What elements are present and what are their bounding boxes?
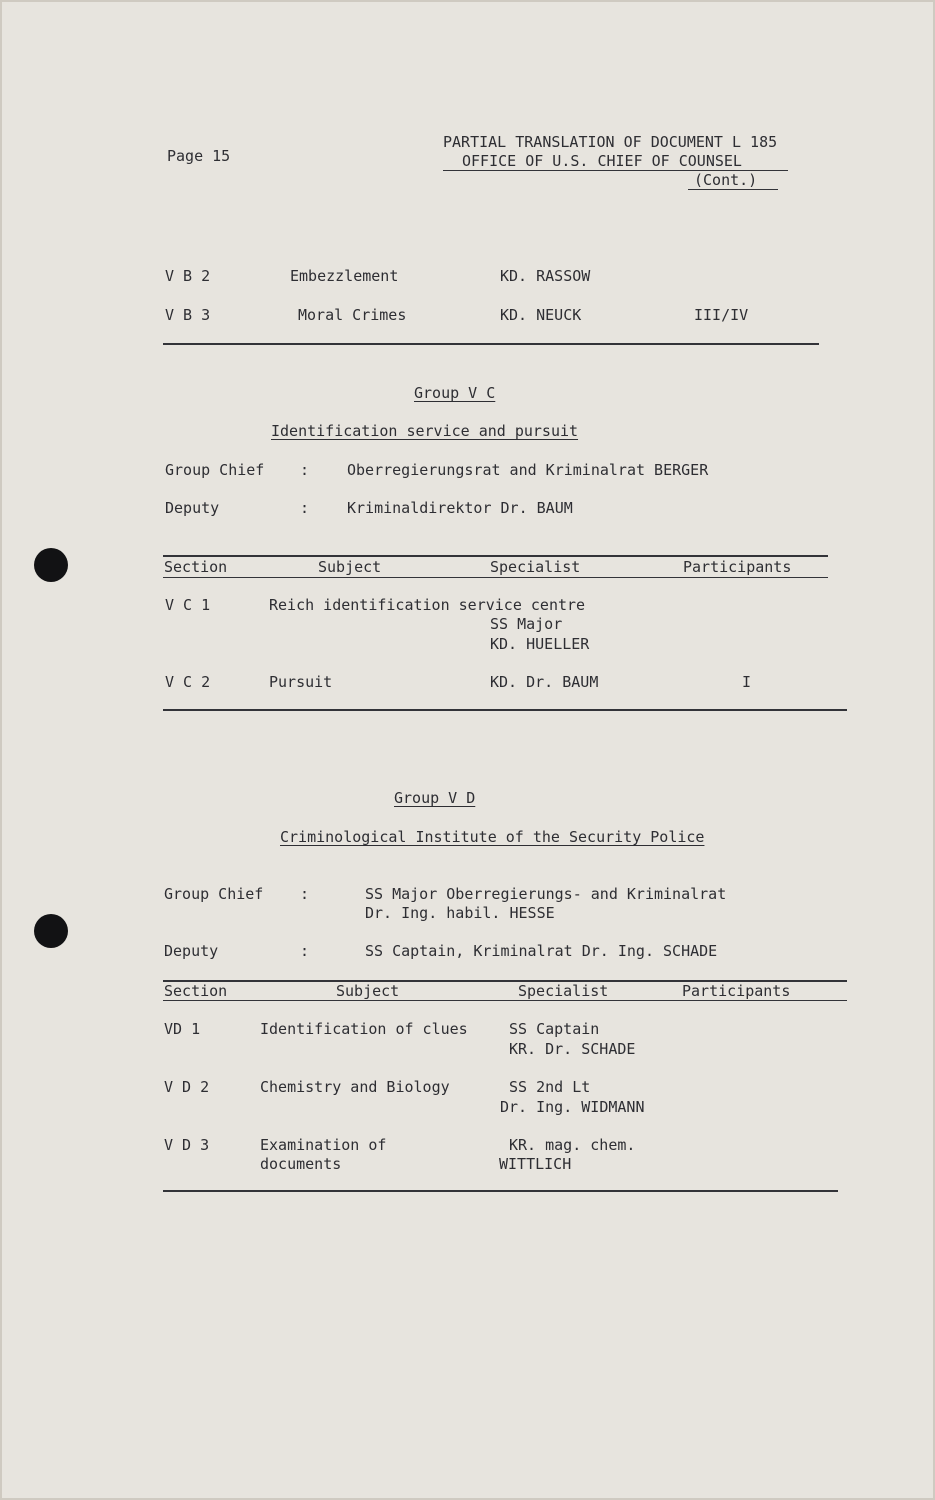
group-vd-subtitle: Criminological Institute of the Security Police	[280, 828, 705, 846]
vd-deputy-label: Deputy	[164, 942, 219, 960]
page-number: Page 15	[167, 147, 231, 165]
vd3-specialist-line1: KR. mag. chem.	[509, 1136, 636, 1154]
vb3-participants: III/IV	[694, 306, 749, 324]
vd1-subject: Identification of clues	[260, 1020, 468, 1038]
vc-chief-value: Oberregierungsrat and Kriminalrat BERGER	[347, 461, 709, 479]
vd3-section: V D 3	[164, 1136, 210, 1154]
vc-header-specialist: Specialist	[490, 558, 581, 576]
vd1-section: VD 1	[164, 1020, 201, 1038]
vc-deputy-label: Deputy	[165, 499, 220, 517]
vc2-subject: Pursuit	[269, 673, 333, 691]
document-continued: (Cont.)	[694, 171, 758, 189]
group-vc-subtitle: Identification service and pursuit	[271, 422, 579, 440]
vb2-section: V B 2	[165, 267, 211, 285]
vd2-specialist-line1: SS 2nd Lt	[509, 1078, 591, 1096]
vd-header-rule	[163, 1000, 847, 1001]
vc-table-top-rule	[163, 555, 828, 557]
vd2-specialist-line2: Dr. Ing. WIDMANN	[500, 1098, 645, 1116]
vc1-specialist-line1: SS Major	[490, 615, 563, 633]
vd-chief-colon: :	[300, 885, 310, 903]
vd-header-specialist: Specialist	[518, 982, 609, 1000]
vc-end-rule	[163, 709, 847, 711]
vc1-subject: Reich identification service centre	[269, 596, 586, 614]
vd-header-subject: Subject	[336, 982, 400, 1000]
vd3-subject-line2: documents	[260, 1155, 342, 1173]
vd2-subject: Chemistry and Biology	[260, 1078, 450, 1096]
vc-header-participants: Participants	[683, 558, 792, 576]
vd3-subject-line1: Examination of	[260, 1136, 387, 1154]
punch-hole-bottom	[34, 914, 68, 948]
vd-end-rule	[163, 1190, 838, 1192]
document-title: PARTIAL TRANSLATION OF DOCUMENT L 185	[443, 133, 778, 151]
vb-end-rule	[163, 343, 819, 345]
vd-chief-line1: SS Major Oberregierungs- and Kriminalrat	[365, 885, 727, 903]
vc-chief-colon: :	[300, 461, 310, 479]
vc2-specialist: KD. Dr. BAUM	[490, 673, 599, 691]
document-office: OFFICE OF U.S. CHIEF OF COUNSEL	[462, 152, 742, 170]
group-vd-title: Group V D	[394, 789, 476, 807]
vc-chief-label: Group Chief	[165, 461, 265, 479]
continued-underline	[688, 189, 778, 190]
vb3-section: V B 3	[165, 306, 211, 324]
vb3-specialist: KD. NEUCK	[500, 306, 582, 324]
vc2-participants: I	[742, 673, 752, 691]
vc1-section: V C 1	[165, 596, 211, 614]
vd3-specialist-line2: WITTLICH	[499, 1155, 572, 1173]
vc1-specialist-line2: KD. HUELLER	[490, 635, 590, 653]
group-vc-title: Group V C	[414, 384, 496, 402]
vb2-specialist: KD. RASSOW	[500, 267, 591, 285]
vd-header-participants: Participants	[682, 982, 791, 1000]
vd2-section: V D 2	[164, 1078, 210, 1096]
vc2-section: V C 2	[165, 673, 211, 691]
vb3-subject: Moral Crimes	[298, 306, 407, 324]
vb2-subject: Embezzlement	[290, 267, 399, 285]
vc-header-section: Section	[164, 558, 228, 576]
vd-deputy-colon: :	[300, 942, 310, 960]
vc-deputy-value: Kriminaldirektor Dr. BAUM	[347, 499, 573, 517]
vd1-specialist-line1: SS Captain	[509, 1020, 600, 1038]
vc-deputy-colon: :	[300, 499, 310, 517]
vd-chief-label: Group Chief	[164, 885, 264, 903]
vc-header-rule	[163, 577, 828, 578]
punch-hole-top	[34, 548, 68, 582]
vd-deputy-value: SS Captain, Kriminalrat Dr. Ing. SCHADE	[365, 942, 718, 960]
vd-chief-line2: Dr. Ing. habil. HESSE	[365, 904, 555, 922]
vc-header-subject: Subject	[318, 558, 382, 576]
vd1-specialist-line2: KR. Dr. SCHADE	[509, 1040, 636, 1058]
vd-header-section: Section	[164, 982, 228, 1000]
